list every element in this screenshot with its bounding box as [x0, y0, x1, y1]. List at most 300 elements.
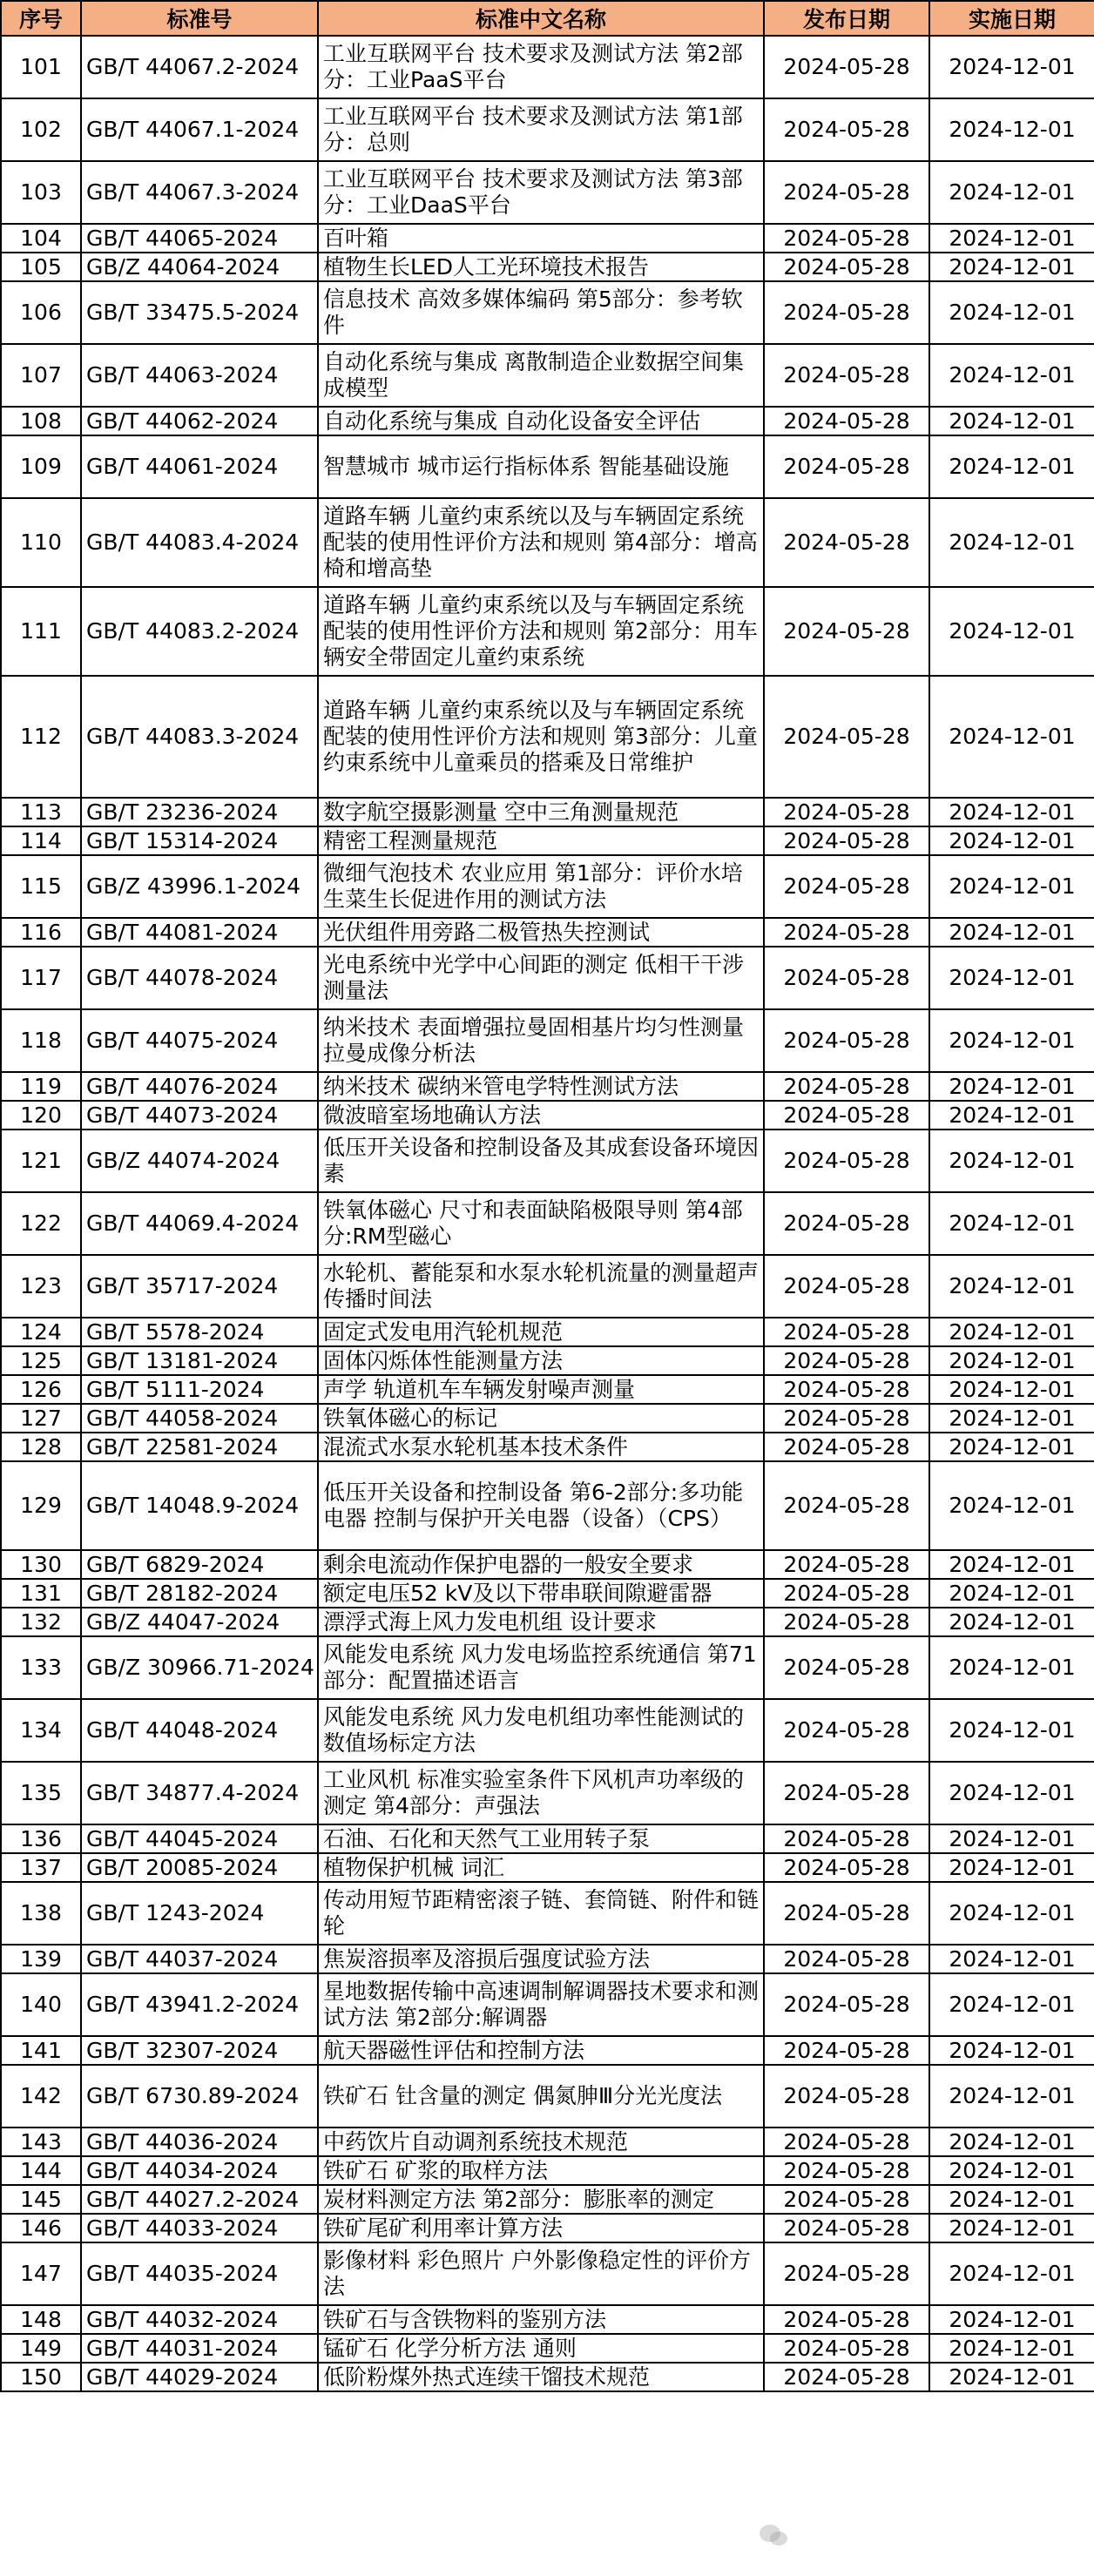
- cell-seq: 126: [1, 1375, 81, 1404]
- cell-standard-code: GB/Z 30966.71-2024: [81, 1636, 318, 1699]
- table-row: [1, 826, 1094, 855]
- cell-standard-code: GB/T 44065-2024: [81, 224, 318, 253]
- cell-seq: 143: [1, 2128, 81, 2156]
- table-row: [1, 161, 1094, 224]
- cell-standard-code: GB/T 5578-2024: [81, 1318, 318, 1346]
- cell-seq: 125: [1, 1346, 81, 1375]
- cell-implement-date: 2024-12-01: [929, 947, 1094, 1009]
- cell-publish-date: 2024-05-28: [764, 2036, 929, 2065]
- cell-standard-name: 智慧城市 城市运行指标体系 智能基础设施: [318, 435, 764, 498]
- cell-implement-date: 2024-12-01: [929, 1762, 1094, 1824]
- table-row: [1, 2214, 1094, 2242]
- table-row: [1, 1318, 1094, 1346]
- cell-publish-date: 2024-05-28: [764, 1636, 929, 1699]
- cell-standard-code: GB/T 20085-2024: [81, 1853, 318, 1882]
- cell-implement-date: 2024-12-01: [929, 2065, 1094, 2128]
- cell-standard-code: GB/T 6829-2024: [81, 1550, 318, 1579]
- cell-standard-code: GB/T 32307-2024: [81, 2036, 318, 2065]
- cell-standard-name: 铁矿石与含铁物料的鉴别方法: [318, 2305, 764, 2334]
- cell-implement-date: 2024-12-01: [929, 2242, 1094, 2305]
- cell-standard-code: GB/T 44062-2024: [81, 407, 318, 435]
- cell-implement-date: 2024-12-01: [929, 1636, 1094, 1699]
- cell-standard-name: 石油、石化和天然气工业用转子泵: [318, 1824, 764, 1853]
- cell-standard-name: 铁矿石 矿浆的取样方法: [318, 2156, 764, 2185]
- table-row: [1, 1255, 1094, 1318]
- table-body: [1, 36, 1094, 2391]
- cell-implement-date: 2024-12-01: [929, 2185, 1094, 2214]
- cell-publish-date: 2024-05-28: [764, 1130, 929, 1192]
- table-row: [1, 1433, 1094, 1461]
- cell-implement-date: 2024-12-01: [929, 1579, 1094, 1608]
- cell-standard-name: 星地数据传输中高速调制解调器技术要求和测试方法 第2部分:解调器: [318, 1973, 764, 2036]
- cell-publish-date: 2024-05-28: [764, 587, 929, 676]
- cell-implement-date: 2024-12-01: [929, 1853, 1094, 1882]
- cell-standard-code: GB/T 28182-2024: [81, 1579, 318, 1608]
- cell-publish-date: 2024-05-28: [764, 1824, 929, 1853]
- cell-publish-date: 2024-05-28: [764, 407, 929, 435]
- cell-seq: 146: [1, 2214, 81, 2242]
- cell-publish-date: 2024-05-28: [764, 1550, 929, 1579]
- cell-standard-name: 工业互联网平台 技术要求及测试方法 第2部分：工业PaaS平台: [318, 36, 764, 98]
- cell-standard-code: GB/T 44045-2024: [81, 1824, 318, 1853]
- cell-implement-date: 2024-12-01: [929, 435, 1094, 498]
- cell-implement-date: 2024-12-01: [929, 1130, 1094, 1192]
- table-row: [1, 1101, 1094, 1130]
- table-row: [1, 281, 1094, 344]
- cell-seq: 128: [1, 1433, 81, 1461]
- cell-implement-date: 2024-12-01: [929, 676, 1094, 798]
- cell-implement-date: 2024-12-01: [929, 1461, 1094, 1550]
- cell-standard-code: GB/T 44061-2024: [81, 435, 318, 498]
- cell-implement-date: 2024-12-01: [929, 826, 1094, 855]
- cell-standard-code: GB/T 44076-2024: [81, 1072, 318, 1101]
- cell-seq: 123: [1, 1255, 81, 1318]
- cell-publish-date: 2024-05-28: [764, 676, 929, 798]
- table-row: [1, 498, 1094, 587]
- cell-seq: 140: [1, 1973, 81, 2036]
- table-row: [1, 1375, 1094, 1404]
- cell-standard-code: GB/T 44081-2024: [81, 918, 318, 947]
- table-row: [1, 676, 1094, 798]
- cell-standard-code: GB/T 44067.2-2024: [81, 36, 318, 98]
- table-row: [1, 1346, 1094, 1375]
- cell-implement-date: 2024-12-01: [929, 2363, 1094, 2391]
- cell-implement-date: 2024-12-01: [929, 1072, 1094, 1101]
- cell-seq: 129: [1, 1461, 81, 1550]
- cell-standard-name: 百叶箱: [318, 224, 764, 253]
- cell-publish-date: 2024-05-28: [764, 1318, 929, 1346]
- table-row: [1, 1762, 1094, 1824]
- cell-standard-name: 低压开关设备和控制设备 第6-2部分:多功能电器 控制与保护开关电器（设备）（CPS）: [318, 1461, 764, 1550]
- cell-publish-date: 2024-05-28: [764, 1072, 929, 1101]
- cell-standard-name: 中药饮片自动调剂系统技术规范: [318, 2128, 764, 2156]
- table-row: [1, 1699, 1094, 1762]
- cell-standard-name: 光电系统中光学中心间距的测定 低相干干涉测量法: [318, 947, 764, 1009]
- cell-seq: 132: [1, 1608, 81, 1636]
- cell-standard-name: 道路车辆 儿童约束系统以及与车辆固定系统配装的使用性评价方法和规则 第4部分：增高椅和增高垫: [318, 498, 764, 587]
- cell-implement-date: 2024-12-01: [929, 1318, 1094, 1346]
- cell-publish-date: 2024-05-28: [764, 1404, 929, 1433]
- cell-seq: 116: [1, 918, 81, 947]
- cell-standard-name: 纳米技术 表面增强拉曼固相基片均匀性测量 拉曼成像分析法: [318, 1009, 764, 1072]
- cell-publish-date: 2024-05-28: [764, 1009, 929, 1072]
- cell-standard-code: GB/T 44073-2024: [81, 1101, 318, 1130]
- cell-publish-date: 2024-05-28: [764, 855, 929, 918]
- cell-seq: 142: [1, 2065, 81, 2128]
- cell-standard-name: 漂浮式海上风力发电机组 设计要求: [318, 1608, 764, 1636]
- cell-implement-date: 2024-12-01: [929, 281, 1094, 344]
- cell-publish-date: 2024-05-28: [764, 1375, 929, 1404]
- cell-standard-name: 工业互联网平台 技术要求及测试方法 第1部分：总则: [318, 98, 764, 161]
- cell-implement-date: 2024-12-01: [929, 1255, 1094, 1318]
- cell-standard-code: GB/Z 44064-2024: [81, 253, 318, 281]
- cell-standard-name: 信息技术 高效多媒体编码 第5部分：参考软件: [318, 281, 764, 344]
- cell-publish-date: 2024-05-28: [764, 36, 929, 98]
- cell-standard-code: GB/T 5111-2024: [81, 1375, 318, 1404]
- cell-standard-code: GB/T 22581-2024: [81, 1433, 318, 1461]
- cell-implement-date: 2024-12-01: [929, 98, 1094, 161]
- header-publish-date: 发布日期: [764, 1, 929, 36]
- cell-seq: 145: [1, 2185, 81, 2214]
- cell-seq: 113: [1, 798, 81, 826]
- cell-standard-code: GB/T 35717-2024: [81, 1255, 318, 1318]
- cell-standard-name: 航天器磁性评估和控制方法: [318, 2036, 764, 2065]
- cell-publish-date: 2024-05-28: [764, 98, 929, 161]
- cell-implement-date: 2024-12-01: [929, 1404, 1094, 1433]
- cell-seq: 115: [1, 855, 81, 918]
- cell-standard-code: GB/T 44067.3-2024: [81, 161, 318, 224]
- cell-seq: 101: [1, 36, 81, 98]
- cell-publish-date: 2024-05-28: [764, 1945, 929, 1973]
- cell-standard-name: 自动化系统与集成 离散制造企业数据空间集成模型: [318, 344, 764, 407]
- cell-publish-date: 2024-05-28: [764, 2214, 929, 2242]
- table-row: [1, 1608, 1094, 1636]
- cell-publish-date: 2024-05-28: [764, 947, 929, 1009]
- cell-publish-date: 2024-05-28: [764, 498, 929, 587]
- cell-standard-code: GB/T 33475.5-2024: [81, 281, 318, 344]
- cell-seq: 135: [1, 1762, 81, 1824]
- cell-implement-date: 2024-12-01: [929, 1009, 1094, 1072]
- cell-standard-code: GB/Z 44047-2024: [81, 1608, 318, 1636]
- table-row: [1, 2065, 1094, 2128]
- cell-standard-code: GB/T 14048.9-2024: [81, 1461, 318, 1550]
- cell-standard-name: 微细气泡技术 农业应用 第1部分：评价水培生菜生长促进作用的测试方法: [318, 855, 764, 918]
- cell-seq: 104: [1, 224, 81, 253]
- cell-seq: 134: [1, 1699, 81, 1762]
- table-row: [1, 2305, 1094, 2334]
- cell-implement-date: 2024-12-01: [929, 1433, 1094, 1461]
- cell-seq: 137: [1, 1853, 81, 1882]
- cell-standard-code: GB/T 44075-2024: [81, 1009, 318, 1072]
- cell-standard-code: GB/T 15314-2024: [81, 826, 318, 855]
- cell-publish-date: 2024-05-28: [764, 1579, 929, 1608]
- table-row: [1, 2242, 1094, 2305]
- cell-standard-name: 额定电压52 kV及以下带串联间隙避雷器: [318, 1579, 764, 1608]
- cell-seq: 133: [1, 1636, 81, 1699]
- table-row: [1, 2128, 1094, 2156]
- cell-implement-date: 2024-12-01: [929, 407, 1094, 435]
- cell-publish-date: 2024-05-28: [764, 1973, 929, 2036]
- cell-seq: 103: [1, 161, 81, 224]
- cell-seq: 130: [1, 1550, 81, 1579]
- cell-standard-code: GB/Z 44074-2024: [81, 1130, 318, 1192]
- table-row: [1, 1072, 1094, 1101]
- cell-implement-date: 2024-12-01: [929, 2305, 1094, 2334]
- table-row: [1, 855, 1094, 918]
- cell-publish-date: 2024-05-28: [764, 1255, 929, 1318]
- cell-publish-date: 2024-05-28: [764, 1762, 929, 1824]
- cell-publish-date: 2024-05-28: [764, 2065, 929, 2128]
- table-row: [1, 947, 1094, 1009]
- cell-standard-name: 固定式发电用汽轮机规范: [318, 1318, 764, 1346]
- cell-implement-date: 2024-12-01: [929, 1824, 1094, 1853]
- cell-publish-date: 2024-05-28: [764, 918, 929, 947]
- cell-publish-date: 2024-05-28: [764, 1853, 929, 1882]
- cell-standard-name: 植物保护机械 词汇: [318, 1853, 764, 1882]
- cell-standard-code: GB/Z 43996.1-2024: [81, 855, 318, 918]
- cell-publish-date: 2024-05-28: [764, 2185, 929, 2214]
- cell-standard-name: 固体闪烁体性能测量方法: [318, 1346, 764, 1375]
- cell-implement-date: 2024-12-01: [929, 2214, 1094, 2242]
- cell-seq: 144: [1, 2156, 81, 2185]
- table-row: [1, 798, 1094, 826]
- cell-standard-name: 声学 轨道机车车辆发射噪声测量: [318, 1375, 764, 1404]
- cell-seq: 148: [1, 2305, 81, 2334]
- cell-implement-date: 2024-12-01: [929, 161, 1094, 224]
- cell-standard-name: 精密工程测量规范: [318, 826, 764, 855]
- cell-standard-code: GB/T 44069.4-2024: [81, 1192, 318, 1255]
- cell-standard-code: GB/T 44037-2024: [81, 1945, 318, 1973]
- table-row: [1, 587, 1094, 676]
- cell-seq: 120: [1, 1101, 81, 1130]
- cell-implement-date: 2024-12-01: [929, 2036, 1094, 2065]
- cell-publish-date: 2024-05-28: [764, 2128, 929, 2156]
- cell-standard-name: 风能发电系统 风力发电场监控系统通信 第71部分：配置描述语言: [318, 1636, 764, 1699]
- cell-standard-code: GB/T 44083.3-2024: [81, 676, 318, 798]
- cell-seq: 102: [1, 98, 81, 161]
- table-row: [1, 1130, 1094, 1192]
- cell-standard-name: 水轮机、蓄能泵和水泵水轮机流量的测量超声传播时间法: [318, 1255, 764, 1318]
- cell-seq: 111: [1, 587, 81, 676]
- cell-implement-date: 2024-12-01: [929, 587, 1094, 676]
- cell-standard-code: GB/T 44032-2024: [81, 2305, 318, 2334]
- table-row: [1, 98, 1094, 161]
- cell-publish-date: 2024-05-28: [764, 435, 929, 498]
- cell-seq: 118: [1, 1009, 81, 1072]
- cell-standard-name: 锰矿石 化学分析方法 通则: [318, 2334, 764, 2363]
- cell-seq: 109: [1, 435, 81, 498]
- cell-publish-date: 2024-05-28: [764, 281, 929, 344]
- table-header: [1, 1, 1094, 36]
- table-row: [1, 1636, 1094, 1699]
- cell-implement-date: 2024-12-01: [929, 253, 1094, 281]
- cell-seq: 141: [1, 2036, 81, 2065]
- cell-seq: 122: [1, 1192, 81, 1255]
- cell-standard-code: GB/T 44067.1-2024: [81, 98, 318, 161]
- cell-publish-date: 2024-05-28: [764, 1882, 929, 1945]
- cell-standard-code: GB/T 6730.89-2024: [81, 2065, 318, 2128]
- cell-standard-code: GB/T 44033-2024: [81, 2214, 318, 2242]
- cell-standard-code: GB/T 44029-2024: [81, 2363, 318, 2391]
- cell-standard-code: GB/T 34877.4-2024: [81, 1762, 318, 1824]
- table-row: [1, 1824, 1094, 1853]
- table-row: [1, 344, 1094, 407]
- cell-implement-date: 2024-12-01: [929, 2128, 1094, 2156]
- cell-standard-name: 炭材料测定方法 第2部分：膨胀率的测定: [318, 2185, 764, 2214]
- table-row: [1, 2334, 1094, 2363]
- cell-publish-date: 2024-05-28: [764, 344, 929, 407]
- table-row: [1, 253, 1094, 281]
- cell-implement-date: 2024-12-01: [929, 1882, 1094, 1945]
- cell-implement-date: 2024-12-01: [929, 498, 1094, 587]
- cell-standard-code: GB/T 44063-2024: [81, 344, 318, 407]
- cell-implement-date: 2024-12-01: [929, 2156, 1094, 2185]
- cell-implement-date: 2024-12-01: [929, 1550, 1094, 1579]
- cell-publish-date: 2024-05-28: [764, 826, 929, 855]
- cell-implement-date: 2024-12-01: [929, 36, 1094, 98]
- cell-publish-date: 2024-05-28: [764, 2305, 929, 2334]
- cell-standard-name: 铁矿石 钍含量的测定 偶氮胂Ⅲ分光光度法: [318, 2065, 764, 2128]
- cell-seq: 138: [1, 1882, 81, 1945]
- cell-seq: 107: [1, 344, 81, 407]
- table-row: [1, 918, 1094, 947]
- cell-publish-date: 2024-05-28: [764, 798, 929, 826]
- cell-standard-name: 自动化系统与集成 自动化设备安全评估: [318, 407, 764, 435]
- cell-publish-date: 2024-05-28: [764, 2156, 929, 2185]
- table-row: [1, 1404, 1094, 1433]
- table-row: [1, 2185, 1094, 2214]
- cell-seq: 124: [1, 1318, 81, 1346]
- cell-standard-name: 影像材料 彩色照片 户外影像稳定性的评价方法: [318, 2242, 764, 2305]
- cell-standard-name: 道路车辆 儿童约束系统以及与车辆固定系统配装的使用性评价方法和规则 第3部分：儿童约束系统中儿童乘员的搭乘及日常维护: [318, 676, 764, 798]
- cell-standard-name: 工业风机 标准实验室条件下风机声功率级的测定 第4部分：声强法: [318, 1762, 764, 1824]
- cell-seq: 117: [1, 947, 81, 1009]
- header-implement-date: 实施日期: [929, 1, 1094, 36]
- cell-publish-date: 2024-05-28: [764, 2363, 929, 2391]
- table-row: [1, 1192, 1094, 1255]
- cell-standard-code: GB/T 44078-2024: [81, 947, 318, 1009]
- cell-implement-date: 2024-12-01: [929, 1608, 1094, 1636]
- table-row: [1, 2036, 1094, 2065]
- cell-implement-date: 2024-12-01: [929, 798, 1094, 826]
- cell-standard-name: 风能发电系统 风力发电机组功率性能测试的数值场标定方法: [318, 1699, 764, 1762]
- cell-standard-name: 铁氧体磁心的标记: [318, 1404, 764, 1433]
- cell-seq: 139: [1, 1945, 81, 1973]
- cell-publish-date: 2024-05-28: [764, 161, 929, 224]
- cell-seq: 131: [1, 1579, 81, 1608]
- table-row: [1, 2156, 1094, 2185]
- cell-seq: 112: [1, 676, 81, 798]
- cell-implement-date: 2024-12-01: [929, 855, 1094, 918]
- cell-seq: 149: [1, 2334, 81, 2363]
- cell-standard-code: GB/T 44027.2-2024: [81, 2185, 318, 2214]
- cell-standard-code: GB/T 23236-2024: [81, 798, 318, 826]
- cell-implement-date: 2024-12-01: [929, 1699, 1094, 1762]
- table-row: [1, 1945, 1094, 1973]
- cell-standard-name: 铁矿尾矿利用率计算方法: [318, 2214, 764, 2242]
- cell-standard-name: 纳米技术 碳纳米管电学特性测试方法: [318, 1072, 764, 1101]
- cell-standard-name: 光伏组件用旁路二极管热失控测试: [318, 918, 764, 947]
- cell-standard-name: 数字航空摄影测量 空中三角测量规范: [318, 798, 764, 826]
- cell-standard-code: GB/T 13181-2024: [81, 1346, 318, 1375]
- table-row: [1, 435, 1094, 498]
- table-row: [1, 1882, 1094, 1945]
- cell-implement-date: 2024-12-01: [929, 344, 1094, 407]
- cell-publish-date: 2024-05-28: [764, 1433, 929, 1461]
- cell-seq: 136: [1, 1824, 81, 1853]
- cell-seq: 150: [1, 2363, 81, 2391]
- cell-standard-code: GB/T 1243-2024: [81, 1882, 318, 1945]
- cell-implement-date: 2024-12-01: [929, 2334, 1094, 2363]
- cell-standard-name: 工业互联网平台 技术要求及测试方法 第3部分：工业DaaS平台: [318, 161, 764, 224]
- cell-seq: 121: [1, 1130, 81, 1192]
- cell-implement-date: 2024-12-01: [929, 1346, 1094, 1375]
- cell-seq: 119: [1, 1072, 81, 1101]
- cell-standard-name: 微波暗室场地确认方法: [318, 1101, 764, 1130]
- cell-publish-date: 2024-05-28: [764, 2242, 929, 2305]
- cell-seq: 114: [1, 826, 81, 855]
- cell-standard-name: 道路车辆 儿童约束系统以及与车辆固定系统配装的使用性评价方法和规则 第2部分：用车辆安全带固定儿童约束系统: [318, 587, 764, 676]
- cell-standard-code: GB/T 44083.4-2024: [81, 498, 318, 587]
- table-row: [1, 1550, 1094, 1579]
- cell-seq: 127: [1, 1404, 81, 1433]
- table-row: [1, 407, 1094, 435]
- header-seq: 序号: [1, 1, 81, 36]
- cell-publish-date: 2024-05-28: [764, 1101, 929, 1130]
- cell-implement-date: 2024-12-01: [929, 1192, 1094, 1255]
- table-row: [1, 1853, 1094, 1882]
- cell-publish-date: 2024-05-28: [764, 2334, 929, 2363]
- table-row: [1, 1009, 1094, 1072]
- cell-standard-name: 低压开关设备和控制设备及其成套设备环境因素: [318, 1130, 764, 1192]
- cell-publish-date: 2024-05-28: [764, 1699, 929, 1762]
- cell-standard-code: GB/T 44035-2024: [81, 2242, 318, 2305]
- table-row: [1, 1461, 1094, 1550]
- header-name: 标准中文名称: [318, 1, 764, 36]
- cell-standard-code: GB/T 44083.2-2024: [81, 587, 318, 676]
- table-row: [1, 1973, 1094, 2036]
- cell-implement-date: 2024-12-01: [929, 1375, 1094, 1404]
- header-row: [1, 1, 1094, 36]
- table-row: [1, 224, 1094, 253]
- cell-publish-date: 2024-05-28: [764, 224, 929, 253]
- cell-seq: 110: [1, 498, 81, 587]
- cell-standard-name: 植物生长LED人工光环境技术报告: [318, 253, 764, 281]
- cell-implement-date: 2024-12-01: [929, 1945, 1094, 1973]
- cell-publish-date: 2024-05-28: [764, 253, 929, 281]
- cell-publish-date: 2024-05-28: [764, 1192, 929, 1255]
- cell-standard-code: GB/T 44034-2024: [81, 2156, 318, 2185]
- cell-seq: 147: [1, 2242, 81, 2305]
- table-row: [1, 2363, 1094, 2391]
- table-row: [1, 1579, 1094, 1608]
- cell-standard-code: GB/T 44058-2024: [81, 1404, 318, 1433]
- cell-standard-name: 焦炭溶损率及溶损后强度试验方法: [318, 1945, 764, 1973]
- cell-publish-date: 2024-05-28: [764, 1608, 929, 1636]
- cell-standard-name: 混流式水泵水轮机基本技术条件: [318, 1433, 764, 1461]
- cell-standard-code: GB/T 44048-2024: [81, 1699, 318, 1762]
- cell-implement-date: 2024-12-01: [929, 918, 1094, 947]
- cell-standard-code: GB/T 44031-2024: [81, 2334, 318, 2363]
- cell-standard-name: 低阶粉煤外热式连续干馏技术规范: [318, 2363, 764, 2391]
- cell-implement-date: 2024-12-01: [929, 1973, 1094, 2036]
- cell-implement-date: 2024-12-01: [929, 224, 1094, 253]
- cell-standard-code: GB/T 44036-2024: [81, 2128, 318, 2156]
- table-row: [1, 36, 1094, 98]
- cell-seq: 106: [1, 281, 81, 344]
- cell-publish-date: 2024-05-28: [764, 1461, 929, 1550]
- cell-publish-date: 2024-05-28: [764, 1346, 929, 1375]
